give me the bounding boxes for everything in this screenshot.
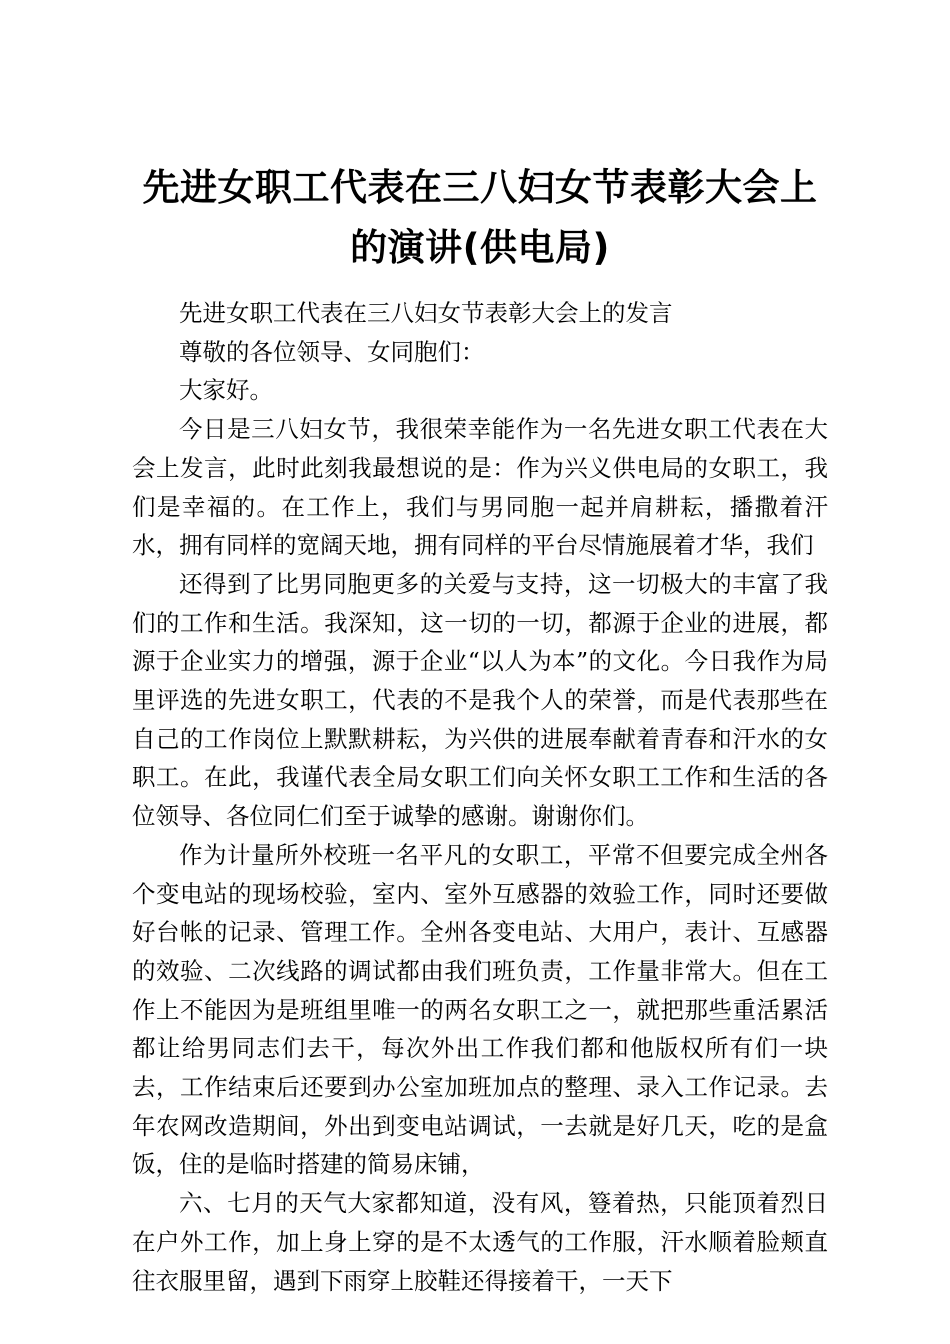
document-title: 先进女职工代表在三八妇女节表彰大会上的演讲(供电局) (142, 166, 818, 269)
paragraph-greeting: 大家好。 (179, 376, 273, 405)
paragraph-heading-line: 先进女职工代表在三八妇女节表彰大会上的发言 (179, 299, 673, 327)
paragraph: 今日是三八妇女节，我很荣幸能作为一名先进女职工代表在大会上发言，此时此刻我最想说的是：作为兴义供电局的女职工，我们是幸福的。在工作上，我们与男同胞一起并肩耕耘，播撒着汗水，拥有同样的宽阔天地，拥有同样的平台尽情施展着才华，我们 (132, 415, 828, 560)
document-body (132, 294, 828, 1300)
paragraph: 六、七月的天气大家都知道，没有风，簦着热，只能顶着烈日在户外工作，加上身上穿的是不太透气的工作服，汗水顺着脸颊直往衣服里留，遇到下雨穿上胶鞋还得接着干，一天下 (132, 1189, 828, 1295)
paragraph: 作为计量所外校班一名平凡的女职工，平常不但要完成全州各个变电站的现场校验，室内、室外互感器的效验工作，同时还要做好台帐的记录、管理工作。全州各变电站、大用户，表计、互感器的效验、二次线路的调试都由我们班负责，工作量非常大。但在工作上不能因为是班组里唯一的两名女职工之一，就把那些重活累活都让给男同志们去干，每次外出工作我们都和他版权所有们一块去，工作结束后还要到办公室加班加点的整理、录入工作记录。去年农网改造期间，外出到变电站调试，一去就是好几天，吃的是盒饭，住的是临时搭建的简易床铺， (132, 840, 828, 1179)
paragraph-salutation: 尊敬的各位领导、女同胞们： (179, 337, 485, 366)
paragraph: 还得到了比男同胞更多的关爱与支持，这一切极大的丰富了我们的工作和生活。我深知，这一切的一切，都源于企业的进展，都源于企业实力的增强，源于企业“以人为本”的文化。今日我作为局里评选的先进女职工，代表的不是我个人的荣誉，而是代表那些在自己的工作岗位上默默耕耘，为兴供的进展奉献着青春和汗水的女职工。在此，我谨代表全局女职工们向关怀女职工工作和生活的各位领导、各位同仁们至于诚挚的感谢。谢谢你们。 (132, 569, 828, 831)
